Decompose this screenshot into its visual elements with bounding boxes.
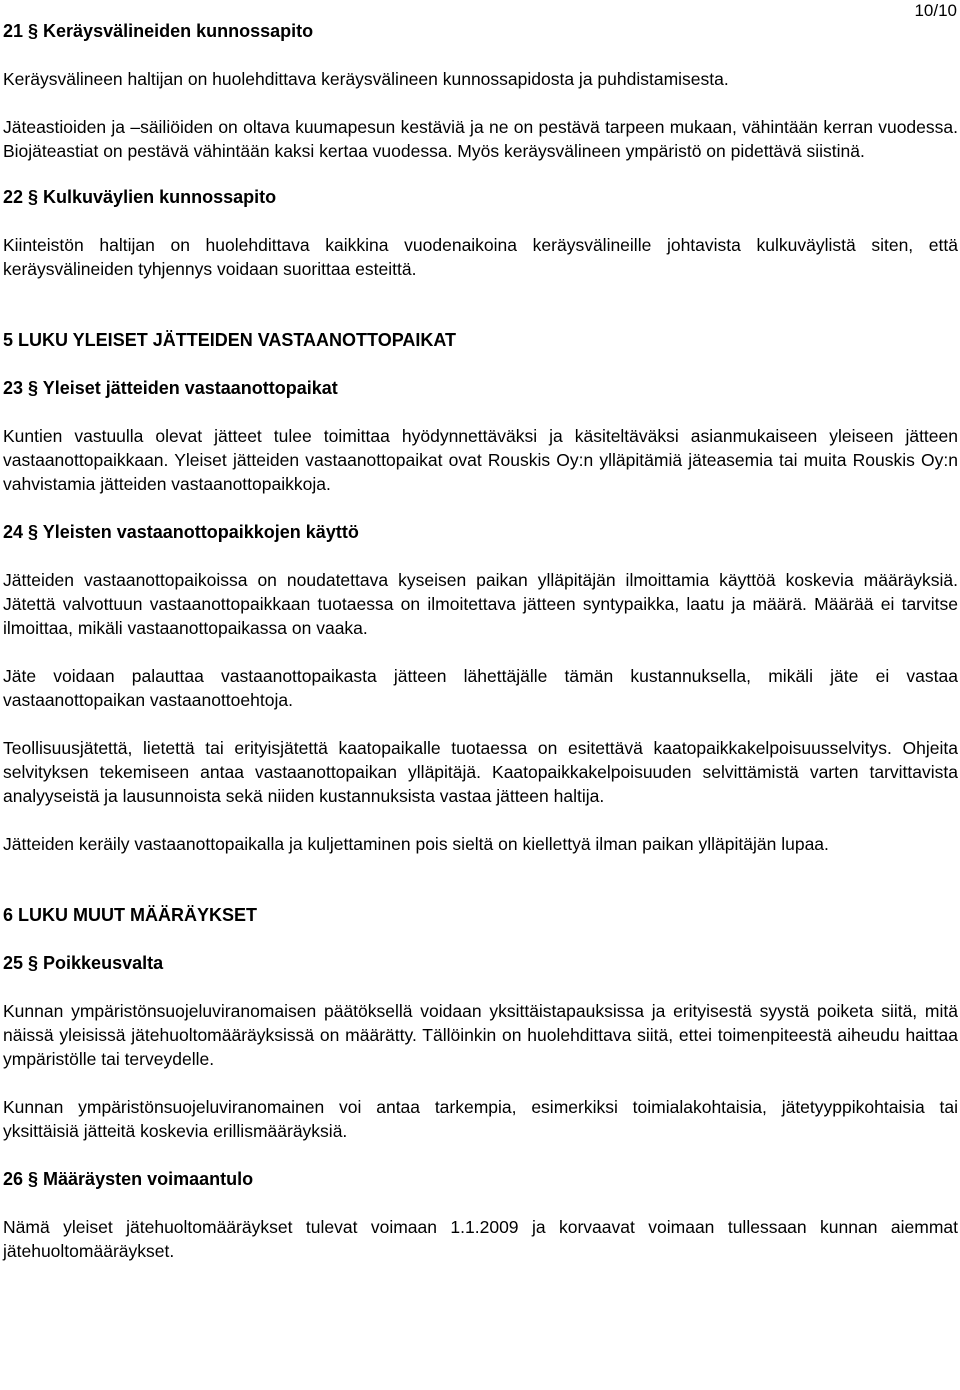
paragraph: Teollisuusjätettä, lietettä tai erityisjätettä kaatopaikalle tuotaessa on esitettävä kaatopaikkakelpoisuusselvitys. Ohjeita selvityksen tekemiseen antaa vastaanottopaikan ylläpitäjä. Kaatopaikkakelpoisuuden selvittämistä varten tarvittavista analyyseistä ja lausunnoista sekä niiden kustannuksista vastaa jätteen haltija. xyxy=(3,738,958,806)
paragraph: Kunnan ympäristönsuojeluviranomainen voi antaa tarkempia, esimerkiksi toimialakohtaisia, jätetyyppikohtaisia tai yksittäisiä jätteitä koskevia erillismääräyksiä. xyxy=(3,1097,958,1141)
section-heading-25: 25 § Poikkeusvalta xyxy=(3,953,164,973)
paragraph: Jätteiden keräily vastaanottopaikalla ja kuljettaminen pois sieltä on kiellettyä ilman paikan ylläpitäjän lupaa. xyxy=(3,834,829,854)
paragraph: Keräysvälineen haltijan on huolehdittava keräysvälineen kunnossapidosta ja puhdistamisesta. xyxy=(3,69,729,89)
section-heading-21: 21 § Keräysvälineiden kunnossapito xyxy=(3,21,314,41)
page-number: 10/10 xyxy=(914,1,957,20)
paragraph: Jäte voidaan palauttaa vastaanottopaikasta jätteen lähettäjälle tämän kustannuksella, mikäli jäte ei vastaa vastaanottopaikan vastaanottoehtoja. xyxy=(3,666,958,710)
section-heading-26: 26 § Määräysten voimaantulo xyxy=(3,1169,254,1189)
section-heading-24: 24 § Yleisten vastaanottopaikkojen käyttö xyxy=(3,522,359,542)
chapter-heading-6: 6 LUKU MUUT MÄÄRÄYKSET xyxy=(3,905,257,925)
paragraph: Jäteastioiden ja –säiliöiden on oltava kuumapesun kestäviä ja ne on pestävä tarpeen mukaan, vähintään kerran vuodessa. Biojäteastiat on pestävä vähintään kaksi kertaa vuodessa. Myös keräysvälineen ympäristö on pidettävä siistinä. xyxy=(3,117,958,161)
paragraph: Nämä yleiset jätehuoltomääräykset tulevat voimaan 1.1.2009 ja korvaavat voimaan tullessaan kunnan aiemmat jätehuoltomääräykset. xyxy=(3,1217,958,1261)
paragraph: Kuntien vastuulla olevat jätteet tulee toimittaa hyödynnettäväksi ja käsiteltäväksi asianmukaiseen yleiseen jätteen vastaanottopaikkaan. Yleiset jätteiden vastaanottopaikat ovat Rouskis Oy:n ylläpitämiä jäteasemia tai muita Rouskis Oy:n vahvistamia jätteiden vastaanottopaikkoja. xyxy=(3,426,958,494)
chapter-heading-5: 5 LUKU YLEISET JÄTTEIDEN VASTAANOTTOPAIKAT xyxy=(3,330,457,350)
section-heading-22: 22 § Kulkuväylien kunnossapito xyxy=(3,187,277,207)
document-body xyxy=(3,19,958,1263)
paragraph: Jätteiden vastaanottopaikoissa on noudatettava kyseisen paikan ylläpitäjän ilmoittamia käyttöä koskevia määräyksiä. Jätettä valvottuun vastaanottopaikkaan tuotaessa on ilmoitettava jätteen syntypaikka, laatu ja määrä. Määrää ei tarvitse ilmoittaa, mikäli vastaanottopaikassa on vaaka. xyxy=(3,570,958,638)
paragraph: Kiinteistön haltijan on huolehdittava kaikkina vuodenaikoina keräysvälineille johtavista kulkuväylistä siten, että keräysvälineiden tyhjennys voidaan suorittaa esteittä. xyxy=(3,235,958,279)
section-heading-23: 23 § Yleiset jätteiden vastaanottopaikat xyxy=(3,378,338,398)
paragraph: Kunnan ympäristönsuojeluviranomaisen päätöksellä voidaan yksittäistapauksissa ja erityisestä syystä poiketa siitä, mitä näissä yleisissä jätehuoltomääräyksissä on määrätty. Tällöinkin on huolehdittava siitä, ettei toimenpiteestä aiheudu haittaa ympäristölle tai terveydelle. xyxy=(3,1001,958,1069)
